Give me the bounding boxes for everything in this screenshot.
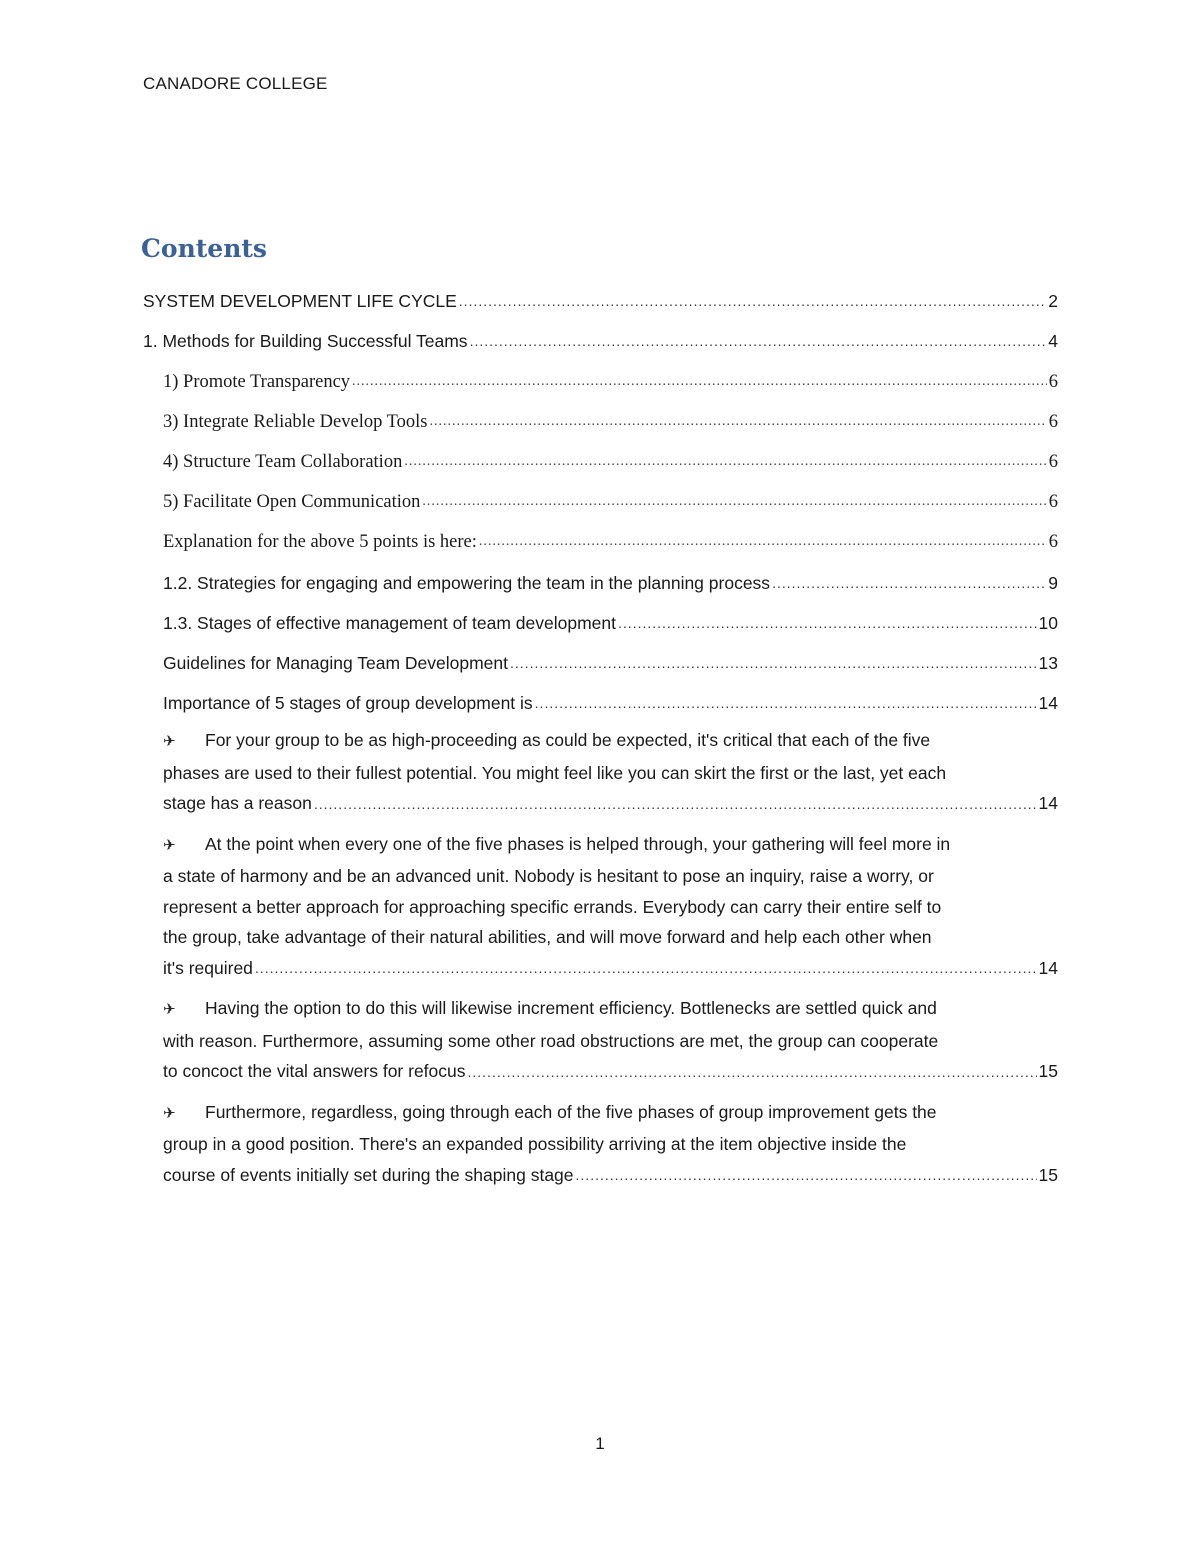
toc-entry-text: the group, take advantage of their natural abilities, and will move forward and help each other when [163,927,932,948]
toc-entry-text: a state of harmony and be an advanced unit. Nobody is hesitant to pose an inquiry, raise a worry, or [163,866,934,887]
toc-entry-text: For your group to be as high-proceeding as could be expected, it's critical that each of the five [205,730,931,751]
toc-page-number: 15 [1038,1061,1058,1082]
toc-leader [470,334,1047,348]
toc-entry[interactable] [143,397,1058,437]
airplane-bullet-icon: ✈ [163,1104,176,1122]
toc-page-number: 15 [1038,1164,1058,1185]
toc-page-number: 14 [1038,693,1058,714]
toc-entry-text: stage has a reason [163,793,312,814]
page-footer-number: 1 [595,1434,605,1453]
toc-leader [422,495,1046,509]
toc-entry[interactable] [143,517,1058,557]
toc-entry-text: Having the option to do this will likewise increment efficiency. Bottlenecks are settled quick and [205,998,937,1019]
toc-entry[interactable] [143,598,1058,638]
toc-leader [479,535,1047,549]
toc-entry-text: to concoct the vital answers for refocus [163,1061,466,1082]
toc-bullet-entry[interactable] [143,822,1058,987]
toc-leader [404,455,1046,469]
toc-entry-text: 4) Structure Team Collaboration [163,451,403,472]
toc-entry-text: At the point when every one of the five phases is helped through, your gathering will feel more in [205,833,951,854]
toc-leader [352,375,1047,389]
toc-page-number: 6 [1048,492,1058,513]
toc-leader [510,656,1037,670]
toc-bullet-entry[interactable] [143,986,1058,1090]
toc-leader [255,961,1037,975]
toc-bullet-entry[interactable] [143,1090,1058,1194]
toc-entry[interactable] [143,356,1058,396]
toc-entry-text: Importance of 5 stages of group development is [163,693,533,714]
toc-entry[interactable] [143,437,1058,477]
toc-entry-text: Explanation for the above 5 points is here: [163,532,477,553]
toc-page-number: 6 [1048,451,1058,472]
toc-page-number: 14 [1038,793,1058,814]
toc-entry[interactable] [143,316,1058,356]
toc-entry-text: phases are used to their fullest potential. You might feel like you can skirt the first or the last, yet each [163,762,947,783]
toc-entry-text: represent a better approach for approaching specific errands. Everybody can carry their entire self to [163,896,942,917]
toc-leader [618,616,1037,630]
toc-entry-text: 1.2. Strategies for engaging and empowering the team in the planning process [163,572,771,593]
toc-page-number: 10 [1038,612,1058,633]
toc-leader [314,797,1037,811]
toc-page-number: 13 [1038,652,1058,673]
airplane-bullet-icon: ✈ [163,1001,176,1019]
toc-entry-text: with reason. Furthermore, assuming some other road obstructions are met, the group can cooperate [163,1030,939,1051]
toc-entry-text: group in a good position. There's an expanded possibility arriving at the item objective inside the [163,1134,907,1155]
airplane-bullet-icon: ✈ [163,733,176,751]
toc-entry-text: Guidelines for Managing Team Development [163,652,509,673]
toc-entry[interactable] [143,557,1058,597]
toc-page-number: 6 [1048,411,1058,432]
toc-entry-text: course of events initially set during the shaping stage [163,1164,574,1185]
toc-title: Contents [141,234,268,263]
toc-page-number: 6 [1048,371,1058,392]
toc-leader [459,294,1046,308]
toc-page-number: 9 [1048,572,1058,593]
toc-entry-text: 1) Promote Transparency [163,371,351,392]
toc-leader [576,1168,1037,1182]
toc-entry[interactable] [143,477,1058,517]
toc-bullet-entry[interactable] [143,718,1058,822]
toc-page-number: 14 [1038,957,1058,978]
toc-leader [772,576,1046,590]
airplane-bullet-icon: ✈ [163,836,176,854]
toc-entry[interactable] [143,276,1058,316]
table-of-contents [143,276,1058,1193]
toc-page-number: 6 [1048,532,1058,553]
toc-entry-text: 1.3. Stages of effective management of team development [163,612,617,633]
toc-leader [429,415,1046,429]
toc-leader [468,1065,1037,1079]
page-header: CANADORE COLLEGE [143,74,328,93]
toc-leader [535,696,1037,710]
toc-page-number: 4 [1048,331,1058,352]
toc-page-number: 2 [1048,291,1058,312]
toc-entry-text: SYSTEM DEVELOPMENT LIFE CYCLE [143,291,457,312]
toc-entry-text: Furthermore, regardless, going through each of the five phases of group improvement gets the [205,1101,937,1122]
toc-entry-text: 1. Methods for Building Successful Teams [143,331,468,352]
toc-entry-text: 5) Facilitate Open Communication [163,492,421,513]
toc-entry[interactable] [143,678,1058,718]
toc-entry-text: it's required [163,957,253,978]
toc-entry-text: 3) Integrate Reliable Develop Tools [163,411,428,432]
toc-entry[interactable] [143,638,1058,678]
